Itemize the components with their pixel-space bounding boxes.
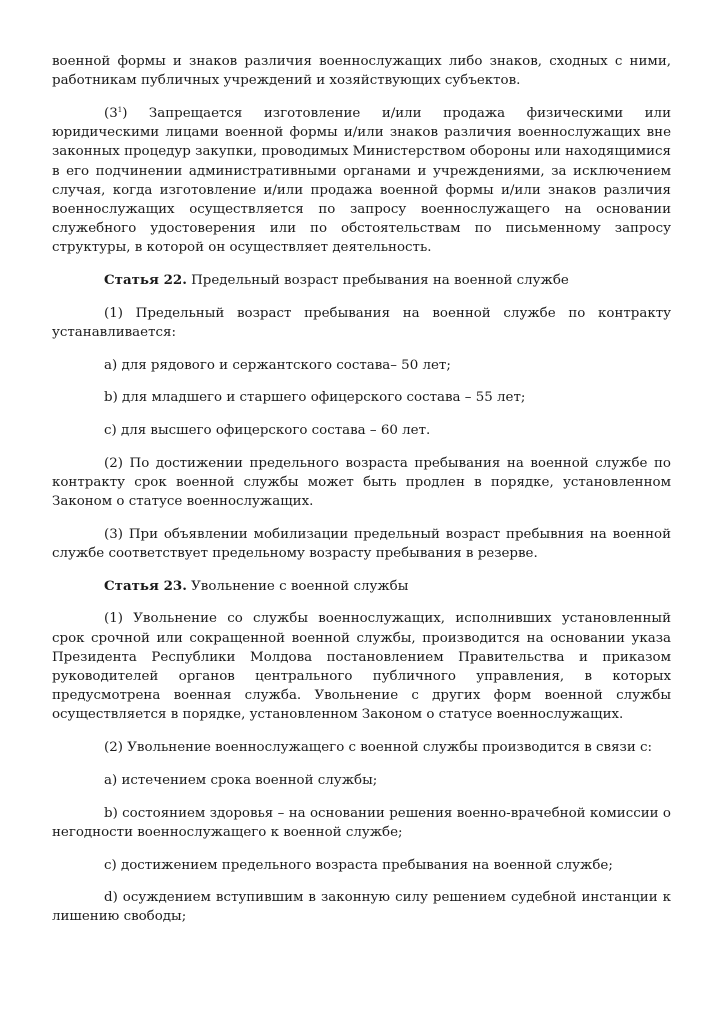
article-23-paragraph-2: (2) Увольнение военнослужащего с военной службы производится в связи с: — [104, 740, 653, 756]
article-23-item-a: a) истечением срока военной службы; — [104, 772, 378, 788]
article-23-label: Статья 23. — [104, 577, 187, 594]
paragraph-3-1-number-prefix: (3 — [104, 105, 118, 121]
paragraph-3-1-superscript: 1 — [117, 105, 123, 114]
article-22-heading — [52, 271, 671, 290]
paragraph-3-1-number-suffix: ) — [122, 105, 128, 121]
article-22-label: Статья 22. — [104, 272, 187, 289]
article-23-item-d: d) осуждением вступившим в законную силу решением судебной инстанции к лишению свободы; — [52, 890, 671, 925]
article-23-item-b: b) состоянием здоровья – на основании решения военно-врачебной комиссии о негодности военнослужащего к военной службе; — [52, 805, 671, 840]
article-23-paragraph-1: (1) Увольнение со службы военнослужащих, исполнивших установленный срок срочной или сокращенной военной службы, производится на основании указа Президента Республики Молдова постановлением Правительства и приказом руководителей органов центрального публичного управления, в которых предусмотрена военная служба. Увольнение с других форм военной службы осуществляется в порядке, установленном Законом о статусе военнослужащих. — [52, 611, 671, 723]
article-23-heading — [52, 577, 671, 596]
article-22-paragraph-3: (3) При объявлении мобилизации предельный возраст пребывния на военной службе соответствует предельному возрасту пребывания в резерве. — [52, 526, 671, 562]
document-page — [52, 52, 671, 940]
article-22-item-a: a) для рядового и сержантского состава– 50 лет; — [104, 357, 451, 373]
article-23-title: Увольнение с военной службы — [186, 578, 409, 594]
article-23-item-c: c) достижением предельного возраста пребывания на военной службе; — [104, 857, 613, 873]
article-22-item-b: b) для младшего и старшего офицерского состава – 55 лет; — [104, 390, 526, 406]
paragraph-3-1 — [52, 104, 671, 258]
article-22-title: Предельный возраст пребывания на военной службе — [186, 273, 569, 289]
paragraph-3-1-text: Запрещается изготовление и/или продажа физическими или юридическими лицами военной формы и/или знаков различия военнослужащих вне законных процедур закупки, проводимых Министерством обороны или находящимися в его подчинении административными органами и учреждениями, за исключением случая, когда изготовление и/или продажа военной формы и/или знаков различия военнослужащих осуществляется по запросу военнослужащего на основании служебного удостоверения или по обстоятельствам по письменному запросу структуры, в которой он осуществляет деятельность. — [52, 105, 671, 256]
article-22-paragraph-1: (1) Предельный возраст пребывания на военной службе по контракту устанавливается: — [52, 305, 671, 340]
continuation-paragraph: военной формы и знаков различия военнослужащих либо знаков, сходных с ними, работникам публичных учреждений и хозяйствующих субъектов. — [52, 54, 671, 89]
article-22-paragraph-2: (2) По достижении предельного возраста пребывания на военной службе по контракту срок военной службы может быть продлен в порядке, установленном Законом о статусе военнослужащих. — [52, 455, 671, 510]
article-22-item-c: c) для высшего офицерского состава – 60 лет. — [104, 423, 431, 439]
